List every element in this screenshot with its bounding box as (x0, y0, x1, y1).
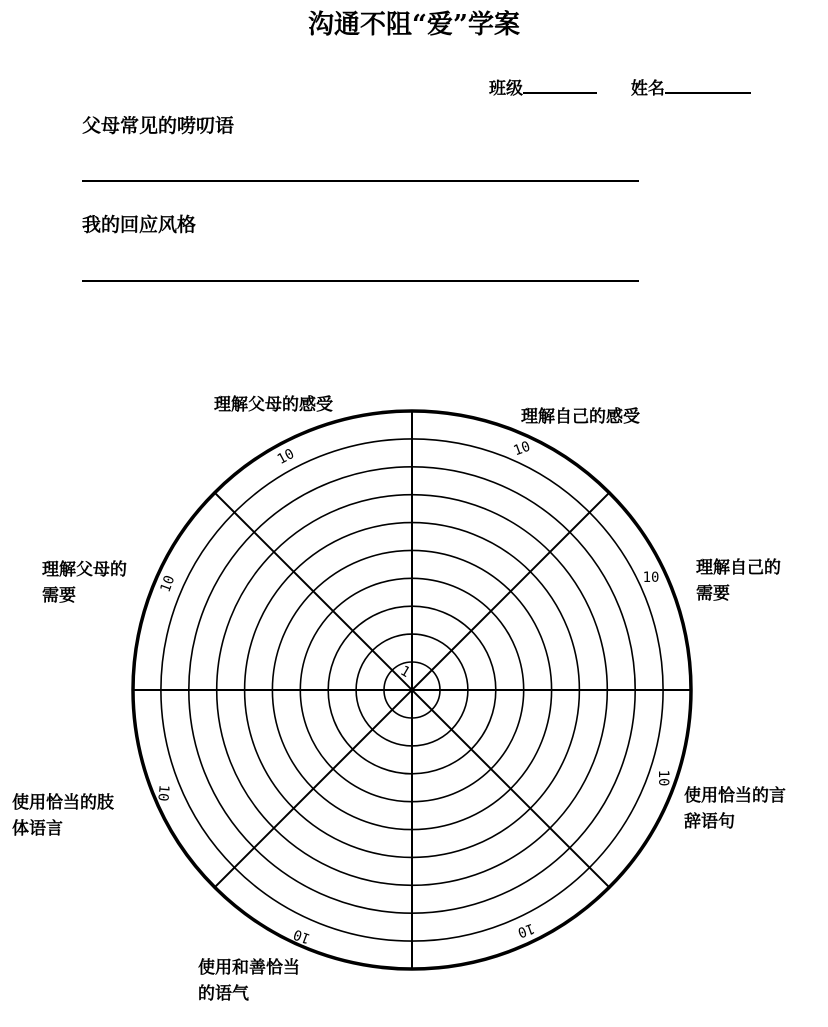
question-response-style: 我的回应风格 (82, 214, 197, 236)
segment-label-understand-parents-feelings: 理解父母的感受 (214, 395, 333, 415)
segment-label-appropriate-words: 使用恰当的言 辞语句 (684, 786, 786, 832)
segment-label-understand-own-needs: 理解自己的 需要 (696, 558, 781, 604)
scale-label-10: 10 (274, 445, 298, 469)
page-title: 沟通不阻“爱”学案 (308, 10, 520, 40)
scale-label-10: 10 (655, 769, 671, 787)
wheel-spokes (133, 411, 691, 969)
scale-label-10: 10 (642, 570, 660, 586)
scale-label-10: 10 (291, 925, 313, 947)
scale-label-10: 10 (157, 573, 179, 595)
name-label: 姓名 (630, 79, 665, 99)
question-nagging-phrases: 父母常见的唠叨语 (82, 115, 235, 137)
scale-label-10: 10 (515, 919, 537, 941)
segment-label-understand-parents-needs: 理解父母的 需要 (42, 560, 127, 606)
segment-label-body-language: 使用恰当的肢 体语言 (12, 793, 114, 839)
segment-label-understand-own-feelings: 理解自己的感受 (521, 407, 640, 427)
class-label: 班级 (489, 79, 523, 99)
scale-label-10: 10 (154, 783, 172, 803)
scale-label-10: 10 (511, 438, 533, 460)
segment-label-kind-tone: 使用和善恰当 的语气 (198, 958, 300, 1004)
scale-label-1: 1 (397, 662, 413, 682)
